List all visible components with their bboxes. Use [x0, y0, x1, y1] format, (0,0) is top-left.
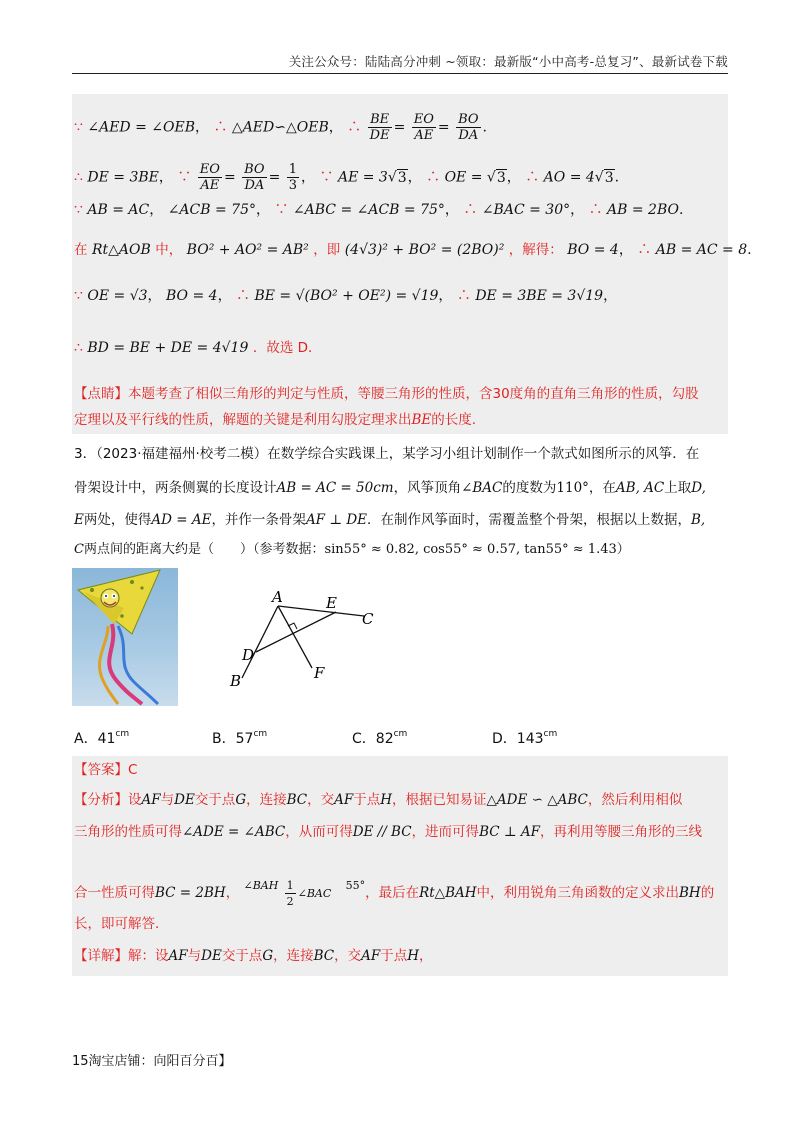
- solution-line-1: ∵ ∠AED = ∠OEB， ∴ △AED∽△OEB， ∴ $\frac{BE}{DE}$ = $\frac{EO}{AE}$ = $\frac{BO}{DA}$ .: [74, 112, 487, 143]
- option-b[interactable]: B．$57^{cm}$: [212, 729, 268, 747]
- equation: Rt△AOB: [91, 242, 151, 258]
- analysis-line-2: 三角形的性质可得∠ADE = ∠ABC，从而可得DE // BC，进而可得BC ⊥ AF，再利用等腰三角形的三线: [74, 824, 702, 840]
- label-c: C: [362, 610, 374, 628]
- label-e: E: [326, 594, 337, 612]
- answer-tag: 【答案】: [74, 762, 128, 778]
- fraction: $\frac{BE}{DE}$: [369, 112, 390, 143]
- equation: BO = 4: [567, 242, 619, 258]
- equation: DE = 3BE: [87, 169, 159, 186]
- comment-line-2: 定理以及平行线的性质，解题的关键是利用勾股定理求出BE的长度.: [74, 412, 477, 428]
- solution-block-background: [72, 94, 728, 434]
- page-footer: [72, 1050, 232, 1069]
- analysis-line-1: 【分析】设AF与DE交于点G，连接BC，交AF于点H，根据已知易证△ADE ∽ △ABC，然后利用相似: [74, 792, 683, 808]
- fraction: $\frac{EO}{AE}$: [413, 112, 434, 143]
- segment-af: [278, 606, 312, 668]
- option-c[interactable]: C．$82^{cm}$: [352, 729, 408, 747]
- equation: ∠BAC = 30°: [481, 202, 571, 218]
- equation: OE =: [444, 169, 487, 186]
- equation: AE = 3: [337, 169, 388, 186]
- solution-line-4: 在 Rt△AOB 中， BO² + AO² = AB² ，即 (4√3)² + BO² = (2BO)² ，解得： BO = 4， ∴ AB = AC = 8.: [74, 242, 752, 258]
- equation: ∠AED = ∠OEB: [87, 119, 196, 136]
- equation: OE = √3: [87, 288, 148, 304]
- equation: BO² + AO² = AB²: [186, 242, 309, 258]
- solution-line-2: ∴ DE = 3BE， ∵ $\frac{EO}{AE}$ = $\frac{BO}{DA}$ = $\frac{1}{3}$ ， ∵ AE = 3√3， ∴ OE = √3， ∴ AO = 4√3.: [74, 162, 620, 193]
- label-b: B: [230, 672, 242, 690]
- fraction: $\frac{EO}{AE}$: [199, 162, 220, 193]
- label-f: F: [314, 664, 325, 682]
- header-text: 关注公众号：陆陆高分冲刺 ~领取：最新版“小中高考-总复习”、最新试卷下载: [288, 54, 728, 69]
- question-line-3: E两处，使得AD = AE，并作一条骨架AF ⊥ DE．在制作风筝面时，需覆盖整个骨架，根据以上数据，B,: [74, 512, 706, 528]
- equation: DE = 3BE = 3√19: [475, 288, 604, 304]
- detail-line: 【详解】解：设AF与DE交于点G，连接BC，交AF于点H，: [74, 948, 433, 964]
- segment-ab: [242, 606, 278, 678]
- option-a[interactable]: A．$41^{cm}$: [74, 729, 130, 747]
- question-line-4: C两点间的距离大约是（ ）（参考数据：sin55° ≈ 0.82, cos55° ≈ 0.57, tan55° ≈ 1.43）: [74, 542, 630, 557]
- question-line-1: 3．（2023·福建福州·校考二模）在数学综合实践课上，某学习小组计划制作一个款式如图所示的风筝．在: [74, 446, 700, 462]
- equation: (4√3)² + BO² = (2BO)²: [344, 242, 505, 258]
- label-d: D: [242, 646, 255, 664]
- segment-ac: [278, 606, 364, 616]
- equation: ∠ACB = 75°: [167, 202, 256, 218]
- solution-line-3: ∵ AB = AC， ∠ACB = 75°， ∵ ∠ABC = ∠ACB = 75°， ∴ ∠BAC = 30°， ∴ AB = 2BO.: [74, 202, 684, 218]
- analysis-line-4: 长，即可解答.: [74, 916, 160, 932]
- page-header: [72, 52, 728, 74]
- fraction: $\frac{1}{3}$: [288, 162, 298, 193]
- question-line-2: 骨架设计中，两条侧翼的长度设计AB = AC = 50cm，风筝顶角∠BAC的度数为110°，在AB, AC上取D,: [74, 480, 706, 496]
- comment-tag: 【点睛】: [74, 386, 128, 402]
- answer-value: C: [128, 762, 138, 778]
- equation: AO = 4: [543, 169, 595, 186]
- equation: BE = √(BO² + OE²) = √19: [254, 288, 439, 304]
- answer-block-background: [72, 756, 728, 976]
- footer-text: 淘宝店铺：向阳百分百】: [88, 1054, 232, 1069]
- equation: △AED∽△OEB: [231, 119, 329, 136]
- fraction: $\frac{BO}{DA}$: [458, 112, 479, 143]
- choice-statement: ．故选 D．: [252, 340, 322, 356]
- equation: ∠ABC = ∠ACB = 75°: [292, 202, 445, 218]
- comment-line-1: 【点睛】本题考查了相似三角形的判定与性质，等腰三角形的性质，含30度角的直角三角形的性质，勾股: [74, 386, 699, 402]
- solution-line-5: ∵ OE = √3， BO = 4， ∴ BE = √(BO² + OE²) = √19， ∴ DE = 3BE = 3√19，: [74, 288, 618, 304]
- detail-tag: 【详解】: [74, 948, 128, 964]
- solution-line-6: ∴ BD = BE + DE = 4√19 ．故选 D．: [74, 340, 322, 356]
- page-number: 15: [72, 1054, 89, 1069]
- kite-photo: [72, 568, 178, 706]
- option-d[interactable]: D．$143^{cm}$: [492, 729, 558, 747]
- analysis-line-3: 合一性质可得BC = 2BH， $^{\angle BAH}$ $\frac{1}{2}$ ∠BAC $^{55^\circ}$，最后在Rt△BAH中，利用锐角三角函数的定义求出BH的: [74, 878, 715, 908]
- equation: AB = AC = 8: [655, 242, 748, 258]
- equation: AB = AC: [87, 202, 150, 218]
- kite-illustration: [72, 568, 178, 706]
- segment-de: [256, 612, 336, 652]
- question-number: 3．: [74, 446, 97, 462]
- label-a: A: [272, 588, 283, 606]
- fraction: $\frac{1}{2}$: [286, 878, 294, 908]
- answer-line: [74, 760, 137, 780]
- equation: BD = BE + DE = 4√19: [87, 340, 249, 356]
- geometry-figure: [220, 586, 390, 696]
- fraction: $\frac{BO}{DA}$: [244, 162, 265, 193]
- analysis-tag: 【分析】: [74, 792, 128, 808]
- equation: AB = 2BO: [607, 202, 679, 218]
- equation: BO = 4: [165, 288, 218, 304]
